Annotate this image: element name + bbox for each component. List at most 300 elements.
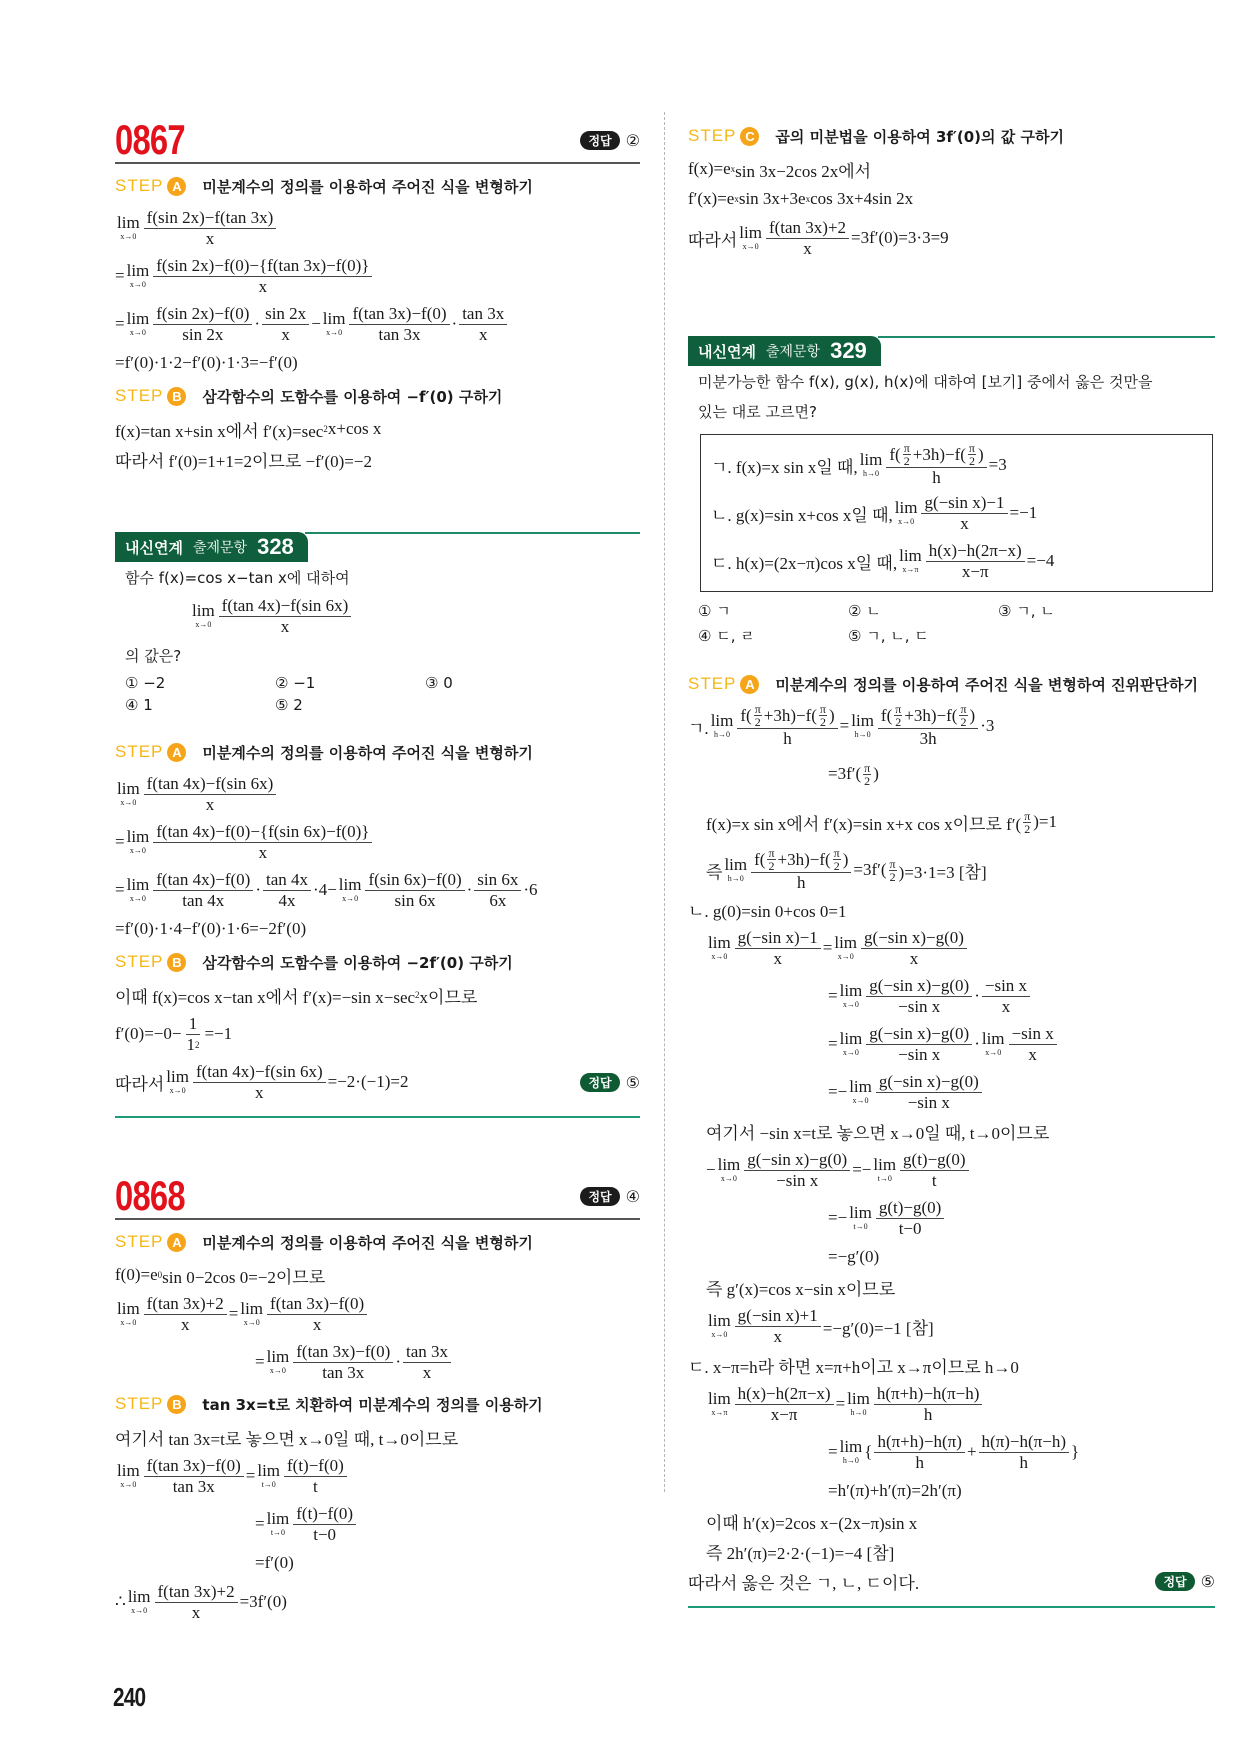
math-text: 4x [278,890,296,910]
math-text: π [768,846,775,860]
step-letter-icon: A [740,675,759,694]
step-label: STEP [688,674,737,693]
fraction [153,304,252,345]
step-heading [688,118,1215,154]
step-heading [115,734,640,770]
math-text: 2 [864,773,871,788]
math-line [115,1548,640,1578]
limit [267,1511,290,1537]
numerator [735,928,821,949]
fraction [894,703,902,728]
banner-label [115,532,308,562]
math-text: + [966,1442,977,1461]
fraction [403,1342,451,1383]
math-text: − [706,1160,716,1179]
superscript: 2 [194,1039,200,1050]
math-text: g(−sin x)−g(0) [869,1023,970,1043]
math-text: = [835,1394,846,1413]
math-text: 있는 대로 고르면? [698,402,817,421]
lim-symbol: lim [117,779,140,798]
banner-number: 328 [257,534,294,559]
math-text: = [115,832,125,851]
math-text: 2 [968,454,975,468]
math-text: sin 3x−2cos 2x에서 [735,161,872,181]
math-text: = [115,314,125,333]
math-line [115,818,640,866]
lim-subscript: x→0 [985,1048,1002,1057]
math-text: 2 [960,715,967,729]
fraction [874,1432,965,1473]
math-text: 의 값은? [125,646,182,665]
answer-choices [115,674,640,714]
limit [899,548,922,574]
math-text: ·3 [980,716,995,735]
choice-item: ① −2 [125,674,166,692]
math-text: x [205,228,215,248]
math-text: =−1 [1009,503,1038,522]
denominator [278,325,293,345]
math-text: { [864,1442,873,1461]
math-text: f( [889,444,901,464]
denominator [252,1083,267,1103]
numerator [155,1582,238,1603]
denominator [1017,1453,1032,1473]
banner-number: 329 [830,338,867,363]
math-line [688,1506,1215,1536]
choice-item: ② ㄴ [848,602,881,620]
step-title: 미분계수의 정의를 이용하여 주어진 식을 변형하기 [202,177,533,196]
math-line [115,252,640,300]
math-line [115,914,640,944]
fraction [982,976,1030,1017]
math-text: = [828,1034,838,1053]
fraction [267,1294,367,1335]
lim-subscript: x→0 [129,328,146,337]
fraction [293,1342,393,1383]
math-text: f(tan 4x)−f(0)−{f(sin 6x)−f(0)} [156,821,370,841]
math-text: h [783,729,792,748]
fraction [349,304,449,345]
header-0868 [115,1174,640,1220]
limit [711,713,734,739]
step-title: 미분계수의 정의를 이용하여 주어진 식을 변형하기 [202,1233,533,1252]
lim-symbol: lim [859,450,883,469]
fraction [1023,810,1031,835]
math-text: 2 [833,859,840,873]
fraction [263,870,311,911]
answer-value: ⑤ [625,1072,640,1092]
denominator [770,949,785,969]
math-text: x−π [961,561,989,581]
math-line [688,1350,1215,1380]
math-text: π [1024,808,1031,823]
step-label: STEP [115,386,164,405]
math-line [711,441,1202,489]
choice-item: ④ ㄷ, ㄹ [698,627,755,645]
math-text: =3f′(0)=3·3=9 [851,228,949,247]
math-text: g(−sin x)−g(0) [878,1071,979,1091]
math-text: 2 [754,715,761,729]
math-text: f(tan 4x)−f(sin 6x) [146,773,274,793]
limit [860,452,883,478]
limit [127,263,150,289]
fraction [754,703,762,728]
math-text: 이때 f(x)=cos x−tan x에서 f′(x)=−sin x−sec [115,987,416,1007]
numerator [866,976,972,997]
math-text: =3f′(0) [239,1592,287,1611]
fraction [861,928,967,969]
math-text: − [311,314,321,333]
math-text: f(tan 4x)−f(0) [156,869,251,889]
lim-symbol: lim [981,1029,1005,1048]
fraction [886,442,986,488]
math-text: t [931,1170,937,1190]
numerator [403,1342,451,1363]
math-text: π [889,856,896,871]
limit [117,1463,140,1489]
step-letter-icon: B [167,387,186,406]
denominator [754,716,762,728]
denominator [310,1477,321,1497]
denominator [178,1315,193,1335]
denominator [420,1363,435,1383]
lim-symbol: lim [338,875,362,894]
math-text: sin 0−2cos 0=−2이므로 [162,1267,326,1287]
math-text: =−g′(0)=−1 [참] [822,1318,934,1338]
math-text: x [773,948,782,968]
math-text: = [828,986,838,1005]
lim-symbol: lim [192,601,215,620]
math-line [115,866,640,914]
fraction [979,1432,1070,1473]
math-text: +3h)−f( [912,444,966,464]
math-text: 3h [919,729,937,748]
math-text: f( [754,849,766,869]
banner-328 [115,530,640,562]
banner-text: 출제문항 [765,344,821,360]
math-text: g(−sin x)−g(0) [864,927,964,947]
denominator [905,1093,953,1113]
math-text: 6x [489,890,507,910]
numerator [1023,810,1031,823]
math-text: π [960,702,967,716]
math-line [115,770,640,818]
math-text: x [773,1326,782,1346]
step-label: STEP [115,176,164,195]
math-text: π [754,702,761,716]
numerator [474,870,521,891]
numerator [982,976,1030,997]
math-text: 2 [903,454,910,468]
numerator [153,304,252,325]
step-heading [115,1224,640,1260]
math-text: = [255,1352,265,1371]
lim-subscript: x→0 [342,894,359,903]
lim-symbol: lim [266,1509,290,1528]
lim-subscript: h→0 [842,1456,859,1465]
math-text: h(x)−h(2π−x) [928,540,1022,560]
fraction [153,256,372,297]
limit [117,781,140,807]
limit [127,829,150,855]
lim-subscript: h→0 [727,874,744,883]
denominator [773,1171,821,1191]
lim-symbol: lim [834,933,858,952]
math-line [115,444,640,474]
numerator [293,1504,356,1525]
numerator [262,304,309,325]
denominator [833,860,841,872]
math-text: f(sin 2x)−f(0) [156,303,250,323]
math-line [688,702,1215,750]
step-title: 곱의 미분법을 이용하여 3f′(0)의 값 구하기 [775,127,1064,146]
math-text: x [422,1362,432,1382]
math-text: π [864,760,871,775]
math-line [115,204,640,252]
lim-subscript: x→0 [842,1000,859,1009]
lim-subscript: x→0 [120,1480,137,1489]
lim-symbol: lim [266,1347,290,1366]
math-line [115,1010,640,1058]
limit [847,1391,870,1417]
fraction [144,208,277,249]
column-divider [664,112,665,1492]
math-text: π [968,441,975,455]
math-text: 2 [768,859,775,873]
math-text: ·6 [523,880,538,899]
denominator [999,997,1014,1017]
math-text: π [895,702,902,716]
math-text: x [960,513,969,533]
math-text: f(tan 3x)+2 [768,217,847,237]
math-text: = [245,1466,256,1485]
lim-subscript: t→0 [270,1528,286,1537]
fraction [144,1294,227,1335]
problem-number: 0868 [115,1172,185,1219]
denominator [957,514,972,534]
limit [240,1301,263,1327]
banner-text: 출제문항 [192,540,248,556]
lim-subscript: x→0 [269,1366,286,1375]
step-label: STEP [115,1394,164,1413]
denominator [959,562,992,582]
math-text: h [797,873,806,892]
math-text: f′(0)=−0− [115,1024,182,1043]
math-text: sin 6x [394,890,436,910]
numerator [144,1294,227,1315]
lim-symbol: lim [739,223,762,242]
math-text: x [1001,996,1011,1016]
limit [117,215,140,241]
numerator [293,1342,393,1363]
math-text: =f′(0) [255,1553,294,1572]
math-text: ㄴ. g(x)=sin x+cos x일 때, [711,505,893,525]
numerator [365,870,464,891]
math-text: x [1028,1044,1037,1064]
math-text: x [180,1314,190,1334]
math-text: x [191,1602,201,1622]
math-text: g(−sin x)−1 [737,927,818,947]
math-text: x [258,276,268,296]
limit [834,935,857,961]
math-text: =3f′( [828,764,862,783]
math-line [115,1500,640,1548]
problem-number: 0867 [115,116,185,163]
math-text: sin 2x [182,324,224,344]
numerator [889,858,897,871]
fraction [900,1150,968,1191]
section-divider [115,1116,640,1118]
limit [117,1301,140,1327]
fraction [819,703,827,728]
math-text: =− [828,1082,848,1101]
numerator [866,1024,972,1045]
limit [849,1205,872,1231]
math-text: g(t)−g(0) [878,1197,942,1217]
fraction [737,703,837,749]
fraction [903,442,911,467]
math-text: )=3·1=3 [참] [898,862,987,882]
math-text: =h′(π)+h′(π)=2h′(π) [828,1481,962,1500]
lim-symbol: lim [166,1067,189,1086]
answer-value: ② [625,130,640,150]
math-text: =−2·(−1)=2 [327,1072,409,1091]
lim-subscript: x→0 [120,798,137,807]
numerator [153,870,253,891]
step-heading [115,378,640,414]
math-text: ) [842,849,849,869]
math-text: = [115,266,125,285]
math-text: sin 2x [265,303,307,323]
denominator [917,729,940,749]
math-text: tan 3x [322,1362,365,1382]
math-line [115,300,640,348]
math-text: ) [977,444,984,464]
math-text: = [828,1442,838,1461]
math-text: f′(x)=e [688,189,735,208]
lim-symbol: lim [849,1077,872,1096]
math-text: h [1019,1452,1029,1472]
math-text: · [451,314,458,333]
banner-prefix: 내신연계 [698,342,756,361]
numerator [926,541,1025,562]
math-text: h(π+h)−h(π−h) [876,1383,980,1403]
fraction [968,442,976,467]
lim-symbol: lim [710,711,734,730]
step-title: tan 3x=t로 치환하여 미분계수의 정의를 이용하기 [202,1395,543,1414]
question-text [688,366,1215,396]
limit [739,225,762,251]
denominator [903,455,911,467]
math-text: −sin x [1011,1023,1054,1043]
numerator [144,774,277,795]
math-text: 2 [889,869,896,884]
math-text: 2 [895,715,902,729]
math-line [115,980,640,1010]
math-text: ㄷ. x−π=h라 하면 x=π+h이고 x→π이므로 h→0 [688,1357,1019,1377]
numerator [900,1150,968,1171]
lim-subscript: x→0 [711,1330,728,1339]
math-text: 즉 g′(x)=cos x−sin x이므로 [706,1279,896,1299]
math-text: =f′(0)·1·4−f′(0)·1·6=−2f′(0) [115,919,307,938]
denominator [929,468,944,488]
math-text: π [819,702,826,716]
math-text: x [205,794,215,814]
answer-label: 정답 [1155,1572,1194,1591]
step-heading [115,1386,640,1422]
denominator [1023,823,1031,835]
math-line [688,972,1215,1020]
math-text: = [228,1304,239,1323]
fraction [183,1014,202,1055]
lim-subscript: x→0 [837,952,854,961]
lim-subscript: x→0 [129,846,146,855]
denominator [179,325,226,345]
math-line [688,214,1215,262]
step-label: STEP [115,742,164,761]
limit [127,877,150,903]
denominator [278,617,293,637]
math-line [115,1338,640,1386]
section-divider [688,1606,1215,1608]
lim-symbol: lim [708,933,731,952]
lim-symbol: lim [322,309,346,328]
step-heading [115,944,640,980]
lim-subscript: x→0 [129,280,146,289]
math-text: f(tan 3x)+2 [157,1581,235,1601]
math-line [688,924,1215,972]
choice-item: ⑤ 2 [275,696,303,714]
step-label: STEP [115,952,164,971]
lim-symbol: lim [899,546,922,565]
lim-symbol: lim [117,1461,140,1480]
math-text: f(tan 3x)+2 [146,1293,224,1313]
math-text: =f′(0)·1·2−f′(0)·1·3=−f′(0) [115,353,298,372]
lim-symbol: lim [849,1203,872,1222]
math-text: x [281,324,290,344]
choice-item: ④ 1 [125,696,153,714]
denominator [276,891,299,911]
fraction [1009,1024,1057,1065]
math-line [115,1578,640,1626]
lim-symbol: lim [127,1587,151,1606]
limit [128,1589,151,1615]
lim-subscript: x→0 [898,517,915,526]
math-text: f(0)=e [115,1265,158,1284]
math-text: f(tan 4x)−f(sin 6x) [195,1061,323,1081]
math-text: f(tan 3x)−f(0) [352,303,447,323]
math-text: tan 3x [378,324,421,344]
answer-value: ⑤ [1200,1571,1215,1591]
banner-prefix: 내신연계 [125,538,183,557]
math-text: } [1071,1442,1080,1461]
math-text: −sin x [898,1044,941,1064]
choice-item: ③ 0 [425,674,453,692]
limit [267,1349,290,1375]
fraction [889,858,897,883]
math-line [115,1422,640,1452]
step-label: STEP [115,1232,164,1251]
denominator [895,997,943,1017]
math-text: ㄴ. g(0)=sin 0+cos 0=1 [688,901,847,921]
math-text: ㄱ. f(x)=x sin x일 때, [711,457,858,477]
banner-label [688,336,881,366]
math-text: g(−sin x)−1 [924,492,1005,512]
math-text: sin 3x+3e [738,189,806,208]
math-text: tan 4x [182,890,225,910]
math-text: · [974,986,980,1005]
fraction [153,822,372,863]
